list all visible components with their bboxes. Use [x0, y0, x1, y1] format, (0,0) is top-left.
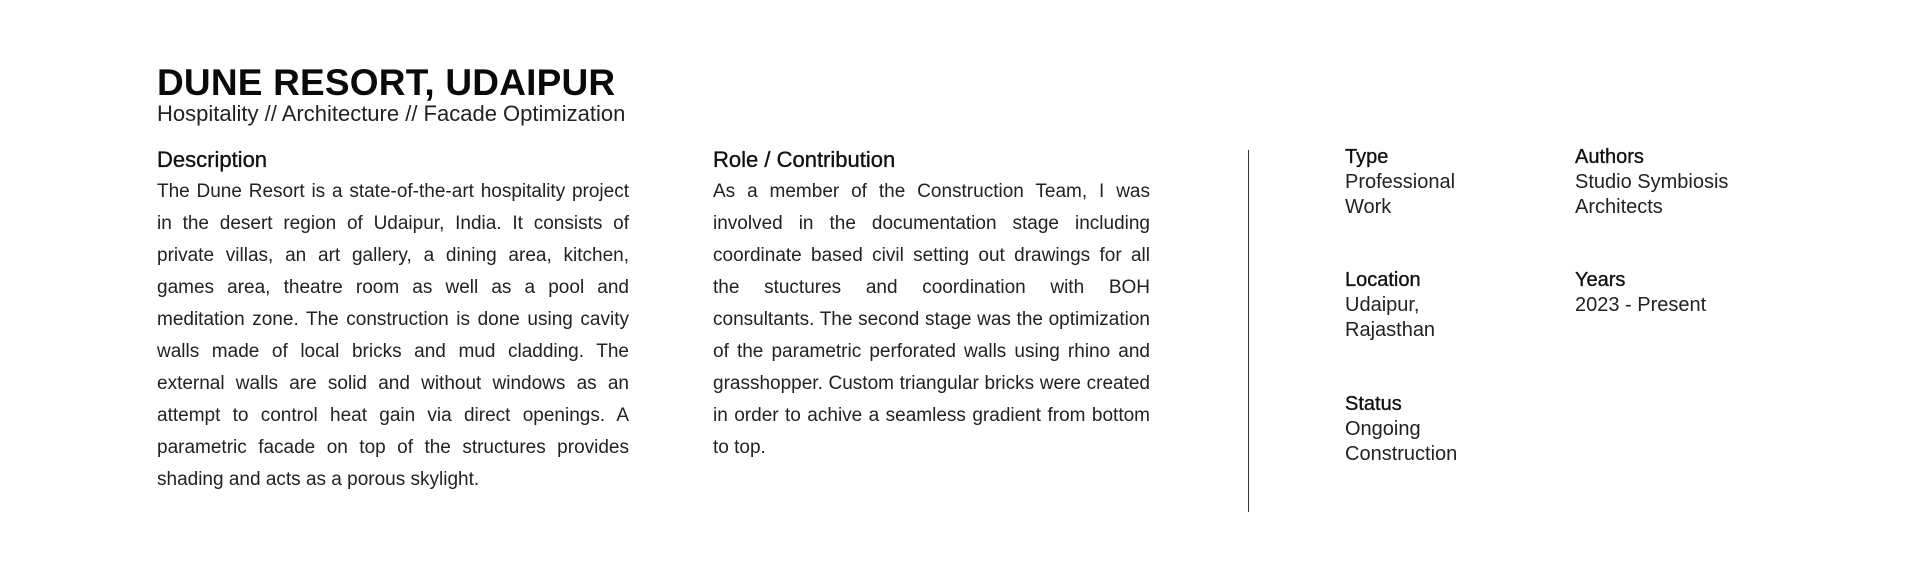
meta-years-label: Years: [1575, 269, 1626, 291]
meta-status-label: Status: [1345, 393, 1402, 415]
meta-authors-value: Studio Symbiosis Architects: [1575, 171, 1729, 218]
meta-location-label: Location: [1345, 269, 1421, 291]
project-subtitle: Hospitality // Architecture // Facade Optimization: [157, 101, 626, 126]
vertical-divider: [1248, 150, 1249, 512]
meta-location: [1345, 268, 1495, 343]
description-section: [157, 146, 629, 496]
meta-location-value: Udaipur, Rajasthan: [1345, 294, 1436, 341]
meta-authors: [1575, 145, 1775, 220]
project-title: DUNE RESORT, UDAIPUR: [157, 62, 616, 103]
meta-type-value: Professional Work: [1345, 171, 1456, 218]
meta-status-value: Ongoing Construction: [1345, 418, 1458, 465]
description-heading: Description: [157, 147, 268, 172]
meta-authors-label: Authors: [1575, 146, 1644, 168]
role-heading: Role / Contribution: [713, 147, 896, 172]
meta-years: [1575, 268, 1775, 318]
meta-years-value: 2023 - Present: [1575, 294, 1707, 316]
meta-type-label: Type: [1345, 146, 1389, 168]
description-body: The Dune Resort is a state-of-the-art hospitality project in the desert region of Udaipur, India. It consists of private villas, an art gallery, a dining area, kitchen, games area, theatre room as well as a pool and meditation zone. The construction is done using cavity walls made of local bricks and mud cladding. The external walls are solid and without windows as an attempt to control heat gain via direct openings. A parametric facade on top of the structures provides shading and acts as a porous skylight.: [157, 181, 629, 490]
meta-type: [1345, 145, 1495, 220]
role-section: [713, 146, 1150, 464]
role-body: As a member of the Construction Team, I was involved in the documentation stage including coordinate based civil setting out drawings for all the stuctures and coordination with BOH consultants. The second stage was the optimization of the parametric perforated walls using rhino and grasshopper. Custom triangular bricks were created in order to achive a seamless gradient from bottom to top.: [713, 181, 1150, 458]
meta-status: [1345, 392, 1495, 467]
